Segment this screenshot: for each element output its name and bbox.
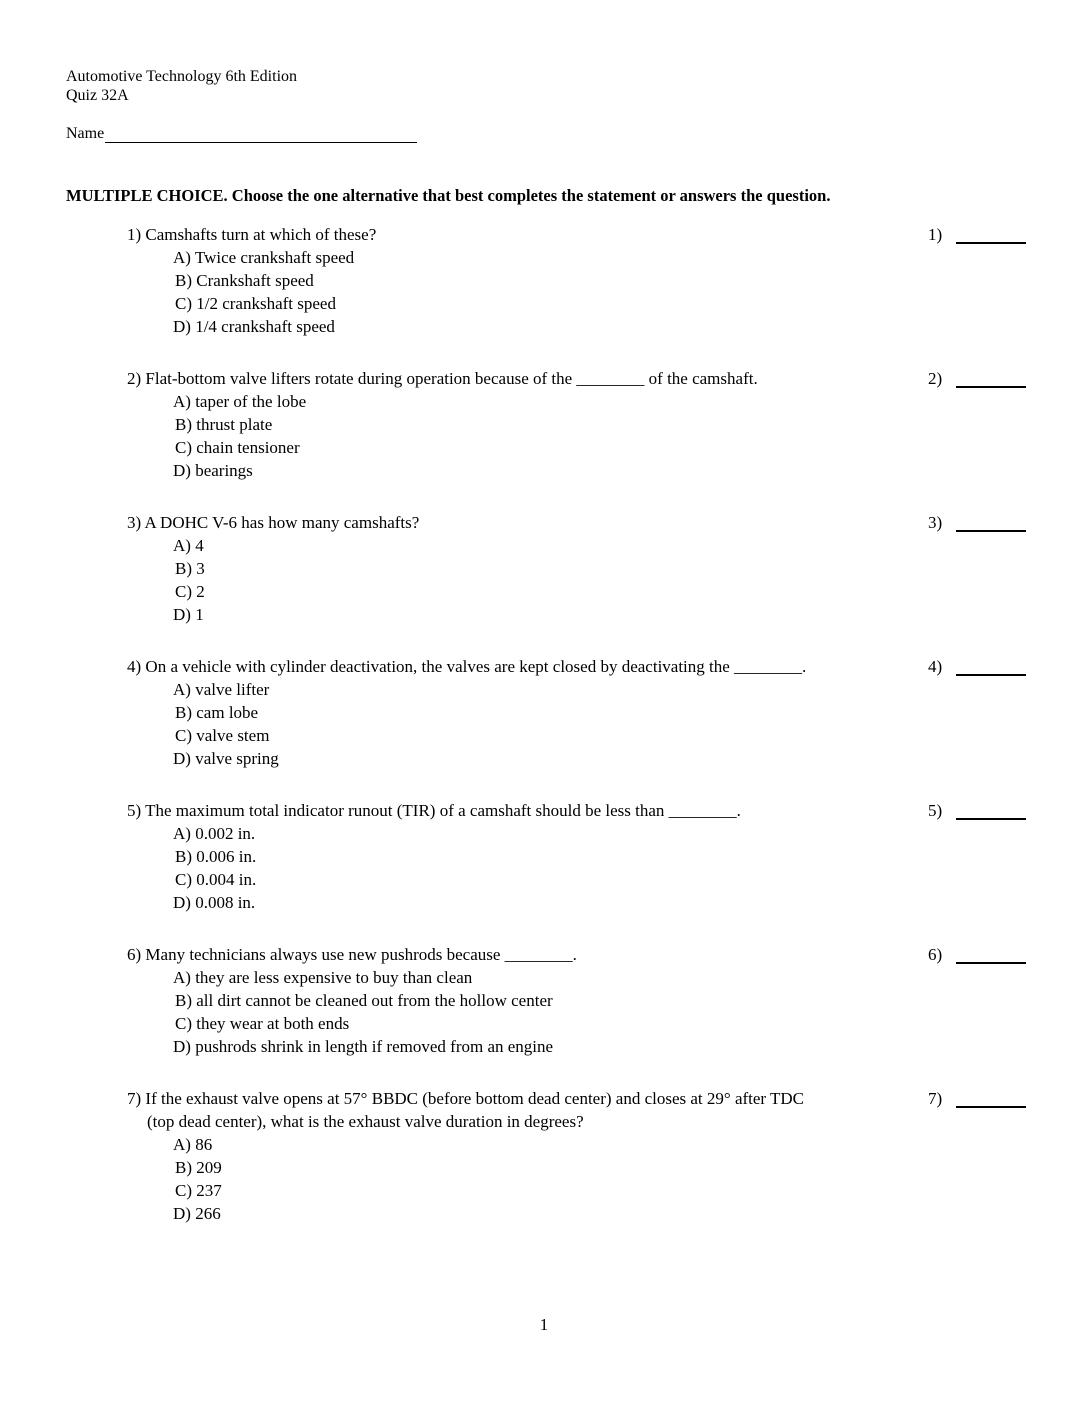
answer-blank-6[interactable] [956,962,1026,964]
option-b: B) Crankshaft speed [175,271,314,290]
question-3 [127,511,419,626]
name-row [66,125,417,143]
option-c: C) they wear at both ends [175,1014,350,1033]
option-d: D) 0.008 in. [173,893,256,912]
name-label: Name [66,125,105,142]
question-stem: 1) Camshafts turn at which of these? [127,225,377,244]
question-stem: 5) The maximum total indicator runout (TIR) of a camshaft should be less than ________. [127,801,741,820]
question-6 [127,943,577,1058]
answer-number-1: 1) [928,225,943,244]
option-c: C) chain tensioner [175,438,300,457]
option-b: B) 0.006 in. [175,847,257,866]
question-1 [127,223,376,338]
option-a: A) valve lifter [173,680,270,699]
document-header [66,67,297,105]
answer-blank-2[interactable] [956,386,1026,388]
section-instructions: MULTIPLE CHOICE. Choose the one alternative that best completes the statement or answers the question. [66,186,831,205]
question-stem: 3) A DOHC V-6 has how many camshafts? [127,513,420,532]
option-c: C) 2 [175,582,205,601]
option-a: A) 0.002 in. [173,824,256,843]
option-d: D) 1 [173,605,204,624]
option-b: B) 3 [175,559,205,578]
option-b: B) thrust plate [175,415,273,434]
answer-blank-1[interactable] [956,242,1026,244]
option-a: A) taper of the lobe [173,392,307,411]
option-b: B) cam lobe [175,703,259,722]
answer-blank-7[interactable] [956,1106,1026,1108]
option-a: A) Twice crankshaft speed [173,248,355,267]
option-a: A) 86 [173,1135,213,1154]
book-title: Automotive Technology 6th Edition [66,68,298,85]
question-7 [127,1087,804,1225]
answer-number-3: 3) [928,513,943,532]
name-field[interactable] [105,125,417,143]
quiz-title: Quiz 32A [66,87,129,104]
answer-number-4: 4) [928,657,943,676]
option-c: C) 237 [175,1181,222,1200]
question-5 [127,799,741,914]
answer-blank-5[interactable] [956,818,1026,820]
option-d: D) valve spring [173,749,279,768]
option-a: A) they are less expensive to buy than clean [173,968,473,987]
option-c: C) 1/2 crankshaft speed [175,294,336,313]
question-stem: 6) Many technicians always use new pushrods because ________. [127,945,577,964]
option-b: B) 209 [175,1158,222,1177]
answer-number-2: 2) [928,369,943,388]
answer-number-6: 6) [928,945,943,964]
question-stem-continued: (top dead center), what is the exhaust valve duration in degrees? [147,1112,584,1131]
option-d: D) bearings [173,461,253,480]
answer-number-7: 7) [928,1089,943,1108]
option-c: C) 0.004 in. [175,870,257,889]
question-2 [127,367,758,482]
option-a: A) 4 [173,536,204,555]
option-b: B) all dirt cannot be cleaned out from the hollow center [175,991,553,1010]
question-stem: 4) On a vehicle with cylinder deactivation, the valves are kept closed by deactivating the ________. [127,657,807,676]
question-stem: 2) Flat-bottom valve lifters rotate during operation because of the ________ of the camshaft. [127,369,758,388]
question-stem: 7) If the exhaust valve opens at 57° BBDC (before bottom dead center) and closes at 29° after TDC [127,1089,805,1108]
option-d: D) pushrods shrink in length if removed from an engine [173,1037,554,1056]
option-d: D) 1/4 crankshaft speed [173,317,335,336]
page-number: 1 [539,1315,549,1334]
answer-blank-3[interactable] [956,530,1026,532]
option-d: D) 266 [173,1204,221,1223]
answer-blank-4[interactable] [956,674,1026,676]
option-c: C) valve stem [175,726,270,745]
question-4 [127,655,806,770]
answer-number-5: 5) [928,801,943,820]
